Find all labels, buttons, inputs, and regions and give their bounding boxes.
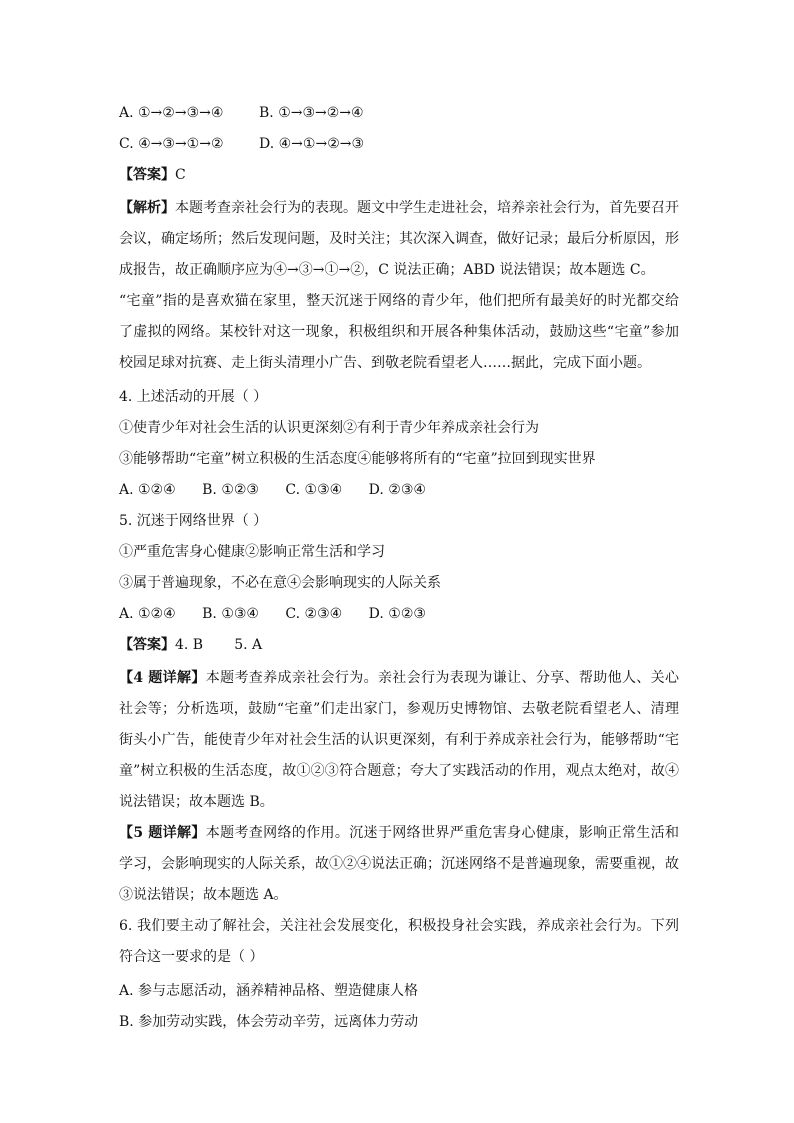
q3-answer [119, 162, 679, 188]
q3-analysis [119, 193, 679, 286]
q3-option-a: A. ①→②→③→④ [119, 105, 224, 121]
q6-option-a: A. 参与志愿活动，涵养精神品格、塑造健康人格 [119, 983, 419, 999]
detail-text: 本题考查网络的作用。沉迷于网络世界严重危害身心健康，影响正常生活和学习，会影响现实的人际关系，故①②④说法正确；沉迷网络不是普遍现象，需要重视，故③说法错误；故本题选 A。 [119, 825, 679, 903]
q3-option-b: B. ①→③→②→④ [259, 105, 364, 121]
q3-options-row-1 [119, 100, 679, 126]
answer-value: C [175, 167, 186, 183]
q5-statements-1: ①严重危害身心健康②影响正常生活和学习 [119, 544, 385, 560]
q3-option-d: D. ④→①→②→③ [259, 136, 365, 152]
detail-text: 本题考查养成亲社会行为。亲社会行为表现为谦让、分享、帮助他人、关心社会等；分析选项，鼓励“宅童”们走出家门，参观历史博物馆、去敬老院看望老人、清理街头小广告，能使青少年对社会生活的认识更深刻，有利于养成亲社会行为，能够帮助“宅童”树立积极的生活态度，故①②③符合题意；夸大了实践活动的作用，观点太绝对，故④说法错误；故本题选 B。 [119, 670, 679, 810]
q4-statements-1: ①使青少年对社会生活的认识更深刻②有利于青少年养成亲社会行为 [119, 420, 539, 436]
q5-detail [119, 818, 679, 911]
q4-option-a: A. ①②④ [119, 482, 176, 498]
q4-options [119, 477, 679, 503]
q4-detail [119, 663, 679, 818]
q4-statements-2: ③能够帮助“宅童”树立积极的生活态度④能够将所有的“宅童”拉回到现实世界 [119, 451, 596, 467]
q3-option-c: C. ④→③→①→② [119, 136, 224, 152]
q4-stem: 4. 上述活动的开展（ ） [119, 389, 268, 405]
answer-label: 【答案】 [119, 637, 175, 653]
q45-answer [119, 632, 679, 658]
q5-options [119, 601, 679, 627]
q5-stem: 5. 沉迷于网络世界（ ） [119, 513, 268, 529]
q6-option-b: B. 参加劳动实践，体会劳动辛劳，远离体力劳动 [119, 1014, 419, 1030]
analysis-text: 本题考查亲社会行为的表现。题文中学生走进社会，培养亲社会行为，首先要召开会议，确定场所；然后发现问题，及时关注；其次深入调查，做好记录；最后分析原因，形成报告，故正确顺序应为④→③→①→②，C 说法正确；ABD 说法错误；故本题选 C。 [119, 200, 679, 278]
q5-option-b: B. ①③④ [202, 606, 259, 622]
analysis-label: 【解析】 [119, 200, 175, 216]
answer-label: 【答案】 [119, 167, 175, 183]
q5-statements-2: ③属于普遍现象，不必在意④会影响现实的人际关系 [119, 575, 441, 591]
detail-label: 【5 题详解】 [119, 825, 206, 841]
q5-option-c: C. ②③④ [285, 606, 343, 622]
q4-option-b: B. ①②③ [202, 482, 259, 498]
q3-options-row-2 [119, 131, 679, 157]
q6-stem: 6. 我们要主动了解社会，关注社会发展变化，积极投身社会实践，养成亲社会行为。下列符合这一要求的是（ ） [119, 918, 679, 965]
material-paragraph: “宅童”指的是喜欢猫在家里，整天沉迷于网络的青少年，他们把所有最美好的时光都交给了虚拟的网络。某校针对这一现象，积极组织和开展各种集体活动，鼓励这些“宅童”参加校园足球对抗赛、走上街头清理小广告、到敬老院看望老人……据此，完成下面小题。 [119, 293, 679, 371]
document-content [119, 100, 679, 1035]
answer-value: 4. B 5. A [175, 637, 263, 653]
q4-option-c: C. ①③④ [285, 482, 343, 498]
detail-label: 【4 题详解】 [119, 670, 206, 686]
q4-option-d: D. ②③④ [368, 482, 426, 498]
q5-option-d: D. ①②③ [368, 606, 426, 622]
q5-option-a: A. ①②④ [119, 606, 176, 622]
